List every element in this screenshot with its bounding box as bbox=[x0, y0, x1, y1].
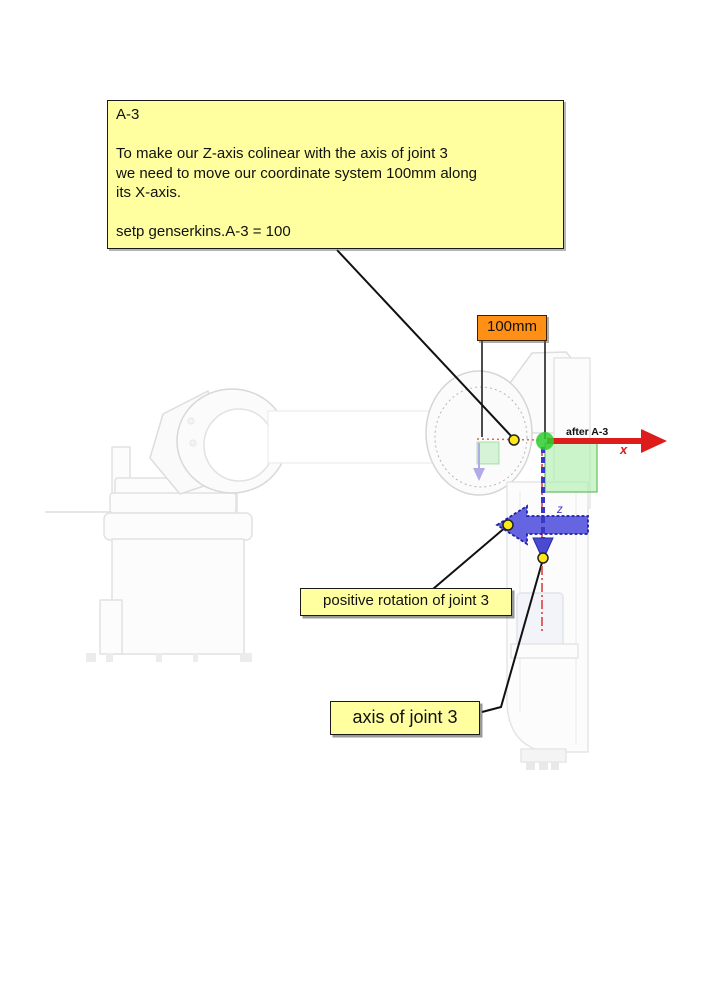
wrist-block bbox=[517, 593, 563, 651]
leader-line-rotation bbox=[433, 526, 507, 589]
note-spacer bbox=[116, 203, 555, 223]
after-a3-label: after A-3 bbox=[566, 426, 609, 438]
base-collar-band bbox=[110, 493, 236, 513]
anchor-dot-axis bbox=[538, 553, 548, 563]
shoulder-joint bbox=[150, 389, 287, 494]
flange-teeth bbox=[526, 762, 559, 770]
shoulder-bolt-hole bbox=[188, 418, 194, 424]
base-side-step bbox=[100, 600, 122, 654]
base-body bbox=[112, 539, 244, 654]
shoulder-inner-circle bbox=[204, 409, 274, 481]
x-axis-label: x bbox=[620, 442, 628, 457]
annotation-note bbox=[107, 100, 564, 249]
note-body-line: To make our Z-axis colinear with the axis of joint 3 bbox=[116, 145, 448, 162]
leader-line-note bbox=[337, 250, 513, 438]
z-axis-label: z bbox=[557, 504, 563, 516]
anchor-dot-rotation bbox=[503, 520, 513, 530]
note-body-line: its X-axis. bbox=[116, 184, 182, 201]
wrist-flange bbox=[521, 749, 566, 762]
note-command: setp genserkins.A-3 = 100 bbox=[116, 223, 291, 240]
robot-illustration bbox=[45, 352, 590, 770]
note-spacer bbox=[116, 125, 555, 145]
axis-callout: axis of joint 3 bbox=[330, 701, 480, 735]
dimension-label: 100mm bbox=[477, 315, 547, 341]
base-collar bbox=[104, 513, 252, 540]
offset-highlight bbox=[545, 443, 597, 492]
rotation-callout: positive rotation of joint 3 bbox=[300, 588, 512, 616]
origin-marker bbox=[536, 432, 554, 450]
wrist-band bbox=[511, 644, 578, 658]
upper-arm-link bbox=[268, 411, 448, 463]
anchor-dot-offset bbox=[509, 435, 519, 445]
note-title: A-3 bbox=[116, 106, 140, 123]
note-body-line: we need to move our coordinate system 100mm along bbox=[116, 164, 478, 182]
shoulder-bolt-hole bbox=[190, 440, 196, 446]
previous-offset-highlight bbox=[477, 442, 499, 464]
